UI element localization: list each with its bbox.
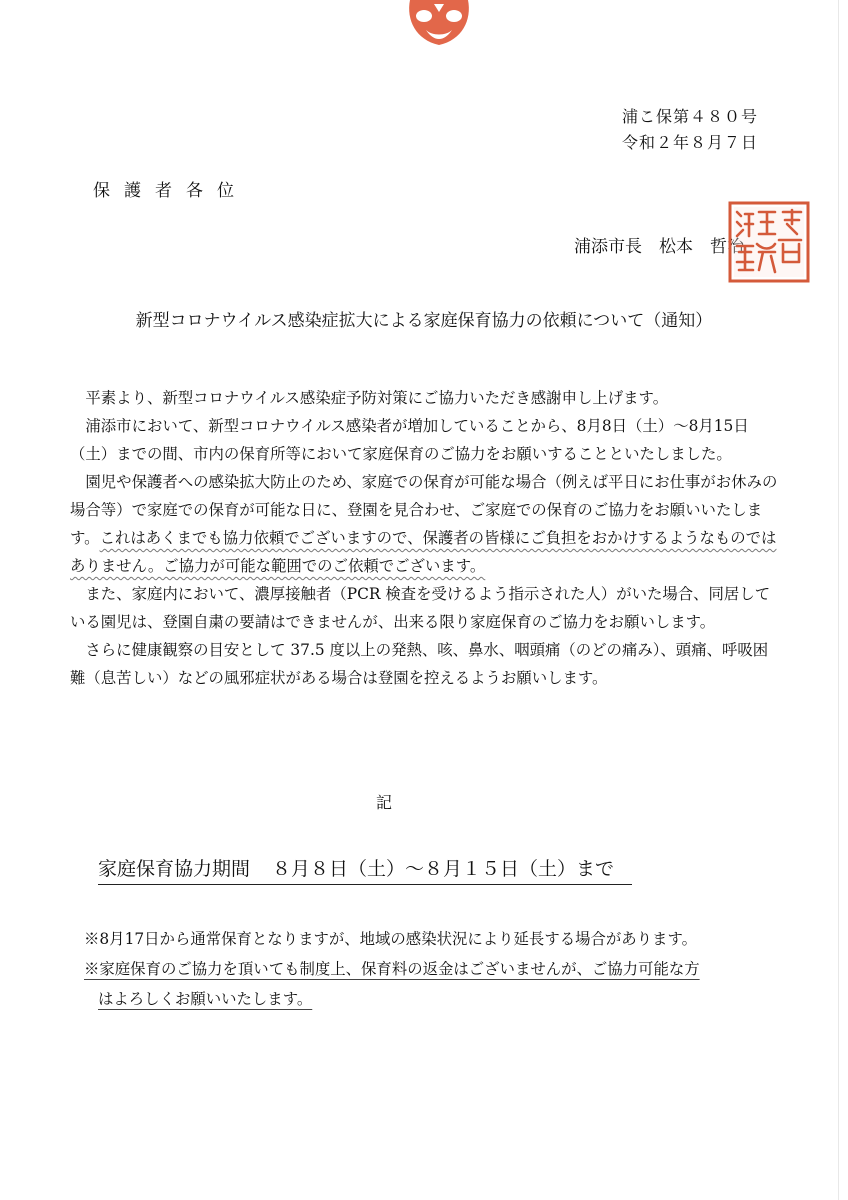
cooperation-period <box>98 854 632 885</box>
document-body <box>70 384 782 692</box>
ki-heading: 記 <box>376 793 393 812</box>
document-reference <box>622 104 758 156</box>
period-value: ８月８日（土）～８月１５日（土）まで <box>272 858 615 880</box>
note-item <box>84 984 764 1014</box>
issue-date: 令和２年８月７日 <box>621 133 758 152</box>
body-paragraph: さらに健康観察の目安として 37.5 度以上の発熱、咳、鼻水、咽頭痛（のどの痛み）、頭痛、呼吸困難（息苦しい）などの風邪症状がある場合は登園を控えるようお願いします。 <box>70 641 769 687</box>
body-paragraph: 平素より、新型コロナウイルス感染症予防対策にご協力いただき感謝申し上げます。 <box>85 389 669 407</box>
body-paragraph <box>70 468 782 580</box>
scan-edge <box>838 0 839 1200</box>
notes <box>84 924 764 1014</box>
note-text: はよろしくお願いいたします。 <box>98 990 313 1008</box>
emphasis-text: これはあくまでも協力依頼でございますので、保護者の皆様にご負担をおかけするようなものではありません。ご協力が可能な範囲でのご依頼でございます。 <box>70 529 777 575</box>
city-emblem-icon <box>404 0 474 46</box>
note-item <box>84 954 764 984</box>
document-title: 新型コロナウイルス感染症拡大による家庭保育協力の依頼について（通知） <box>135 311 713 331</box>
addressee: 保護者各位 <box>93 181 248 201</box>
sender-name: 浦添市長 松本 哲治 <box>574 237 744 257</box>
body-paragraph: 浦添市において、新型コロナウイルス感染者が増加していることから、8月8日（土）～8月15日（土）までの間、市内の保育所等において家庭保育のご協力をお願いすることといたしました。 <box>70 417 749 463</box>
body-text: 園児や保護者への感染拡大防止のため、家庭での保育が可能な場合（例えば平日にお仕事がお休みの場合等）で家庭での保育が可能な日に、登園を見合わせ、ご家庭での保育のご協力をお願いいたします。 <box>70 473 778 547</box>
official-seal-icon <box>727 200 811 284</box>
note-text: ※家庭保育のご協力を頂いても制度上、保育料の返金はございませんが、ご協力可能な方 <box>84 960 700 978</box>
reference-number: 浦こ保第４８０号 <box>621 107 758 126</box>
body-paragraph: また、家庭内において、濃厚接触者（PCR 検査を受けるよう指示された人）がいた場合、同居している園児は、登園自粛の要請はできませんが、出来る限り家庭保育のご協力をお願いします。 <box>70 585 771 631</box>
period-label: 家庭保育協力期間 <box>98 858 251 880</box>
note-item: ※8月17日から通常保育となりますが、地域の感染状況により延長する場合があります。 <box>84 930 697 948</box>
